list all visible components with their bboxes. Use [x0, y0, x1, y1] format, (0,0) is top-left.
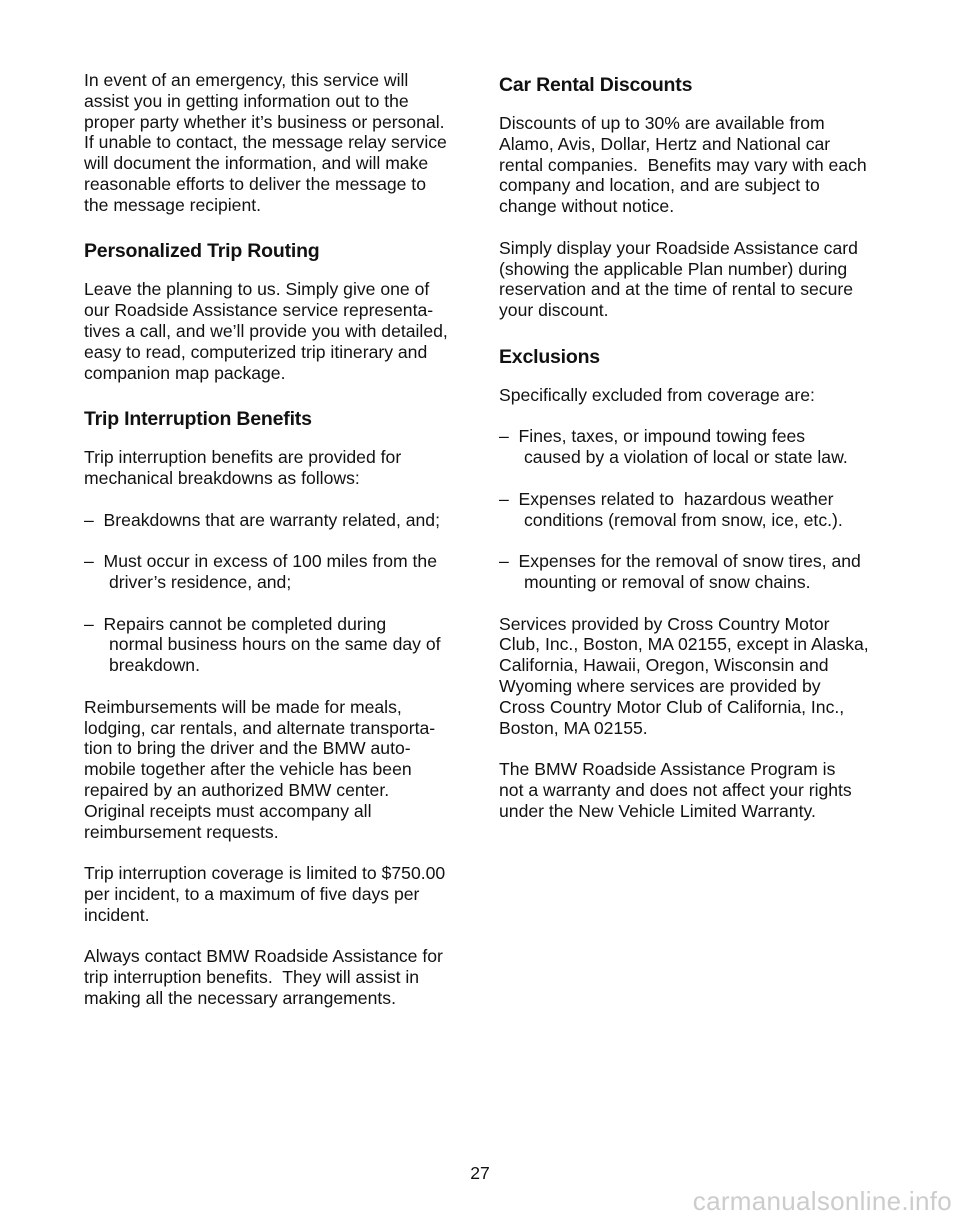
- text-line: Club, Inc., Boston, MA 02155, except in Alaska,: [499, 634, 869, 655]
- text-line: companion map package.: [84, 362, 286, 383]
- section-heading: Car Rental Discounts: [499, 74, 693, 96]
- text-line: Boston, MA 02155.: [499, 717, 648, 738]
- text-line: under the New Vehicle Limited Warranty.: [499, 800, 816, 821]
- text-line: trip interruption benefits. They will assist in: [84, 967, 420, 988]
- text-line: Alamo, Avis, Dollar, Hertz and National car: [499, 133, 831, 154]
- text-line: incident.: [84, 904, 150, 925]
- text-line: (showing the applicable Plan number) during: [499, 258, 848, 279]
- text-line: caused by a violation of local or state law.: [524, 447, 848, 468]
- page-number: 27: [470, 1163, 490, 1183]
- text-line: Always contact BMW Roadside Assistance for: [84, 946, 443, 967]
- paragraph-gap: [84, 925, 468, 946]
- text-line: Reimbursements will be made for meals,: [84, 696, 402, 717]
- text-line: reimbursement requests.: [84, 821, 279, 842]
- text-line: In event of an emergency, this service will: [84, 70, 409, 90]
- paragraph-gap: [499, 406, 891, 427]
- paragraph-gap: [499, 738, 891, 759]
- text-line: company and location, and are subject to: [499, 175, 820, 196]
- text-line: not a warranty and does not affect your rights: [499, 779, 852, 800]
- text-line: – Fines, taxes, or impound towing fees: [499, 426, 806, 447]
- text-line: easy to read, computerized trip itinerary and: [84, 341, 428, 362]
- text-line: change without notice.: [499, 196, 675, 217]
- text-line: the message recipient.: [84, 194, 262, 215]
- paragraph-gap: [84, 676, 468, 697]
- text-line: Original receipts must accompany all: [84, 800, 372, 821]
- text-line: mobile together after the vehicle has been: [84, 759, 412, 780]
- text-line: reservation and at the time of rental to secure: [499, 279, 854, 300]
- text-line: reasonable efforts to deliver the message to: [84, 173, 426, 194]
- text-line: Trip interruption coverage is limited to $750.00: [84, 863, 446, 884]
- text-line: proper party whether it’s business or personal.: [84, 111, 445, 132]
- text-line: Cross Country Motor Club of California, Inc.,: [499, 696, 845, 717]
- text-line: – Expenses related to hazardous weather: [499, 488, 834, 509]
- text-line: Discounts of up to 30% are available from: [499, 113, 825, 133]
- text-line: rental companies. Benefits may vary with each: [499, 154, 867, 175]
- paragraph-gap: [499, 217, 891, 238]
- text-line: Specifically excluded from coverage are:: [499, 384, 815, 405]
- text-line: – Expenses for the removal of snow tires, and: [499, 551, 861, 572]
- text-line: – Repairs cannot be completed during: [84, 613, 387, 634]
- paragraph-gap: [84, 216, 468, 237]
- text-line: driver’s residence, and;: [109, 571, 292, 592]
- paragraph-gap: [84, 489, 468, 510]
- text-line: normal business hours on the same day of: [109, 634, 441, 655]
- text-line: – Breakdowns that are warranty related, and;: [84, 509, 440, 530]
- paragraph-gap: [499, 468, 891, 489]
- text-line: mechanical breakdowns as follows:: [84, 467, 360, 488]
- text-line: Leave the planning to us. Simply give one of: [84, 279, 430, 300]
- text-line: your discount.: [499, 300, 609, 321]
- text-line: Services provided by Cross Country Motor: [499, 613, 830, 634]
- text-line: The BMW Roadside Assistance Program is: [499, 759, 836, 780]
- section-heading: Personalized Trip Routing: [84, 240, 320, 263]
- section-heading: Exclusions: [499, 345, 600, 368]
- text-line: breakdown.: [109, 655, 200, 676]
- text-line: will document the information, and will make: [84, 153, 429, 174]
- left-column: [84, 70, 468, 1009]
- text-line: lodging, car rentals, and alternate transporta-: [84, 717, 436, 738]
- paragraph-gap: [499, 530, 891, 551]
- paragraph-gap: [499, 593, 891, 614]
- text-line: – Must occur in excess of 100 miles from the: [84, 551, 437, 572]
- paragraph-gap: [84, 383, 468, 404]
- text-line: tives a call, and we’ll provide you with detailed,: [84, 320, 448, 341]
- text-line: Simply display your Roadside Assistance card: [499, 237, 858, 258]
- watermark: carmanualsonline.info: [692, 1186, 952, 1216]
- paragraph-gap: [84, 593, 468, 614]
- text-line: repaired by an authorized BMW center.: [84, 779, 390, 800]
- text-line: tion to bring the driver and the BMW auto-: [84, 738, 411, 759]
- section-heading: Trip Interruption Benefits: [84, 408, 312, 431]
- text-line: California, Hawaii, Oregon, Wisconsin and: [499, 655, 829, 676]
- text-line: assist you in getting information out to the: [84, 90, 409, 111]
- text-line: mounting or removal of snow chains.: [524, 571, 811, 592]
- paragraph-gap: [84, 530, 468, 551]
- text-line: conditions (removal from snow, ice, etc.).: [524, 509, 843, 530]
- text-line: our Roadside Assistance service representa-: [84, 300, 434, 321]
- text-line: Trip interruption benefits are provided for: [84, 447, 402, 468]
- text-line: making all the necessary arrangements.: [84, 987, 396, 1008]
- text-line: per incident, to a maximum of five days per: [84, 883, 420, 904]
- paragraph-gap: [499, 321, 891, 342]
- paragraph-gap: [84, 842, 468, 863]
- text-line: If unable to contact, the message relay service: [84, 132, 447, 153]
- right-column: [499, 70, 891, 822]
- text-line: Wyoming where services are provided by: [499, 675, 821, 696]
